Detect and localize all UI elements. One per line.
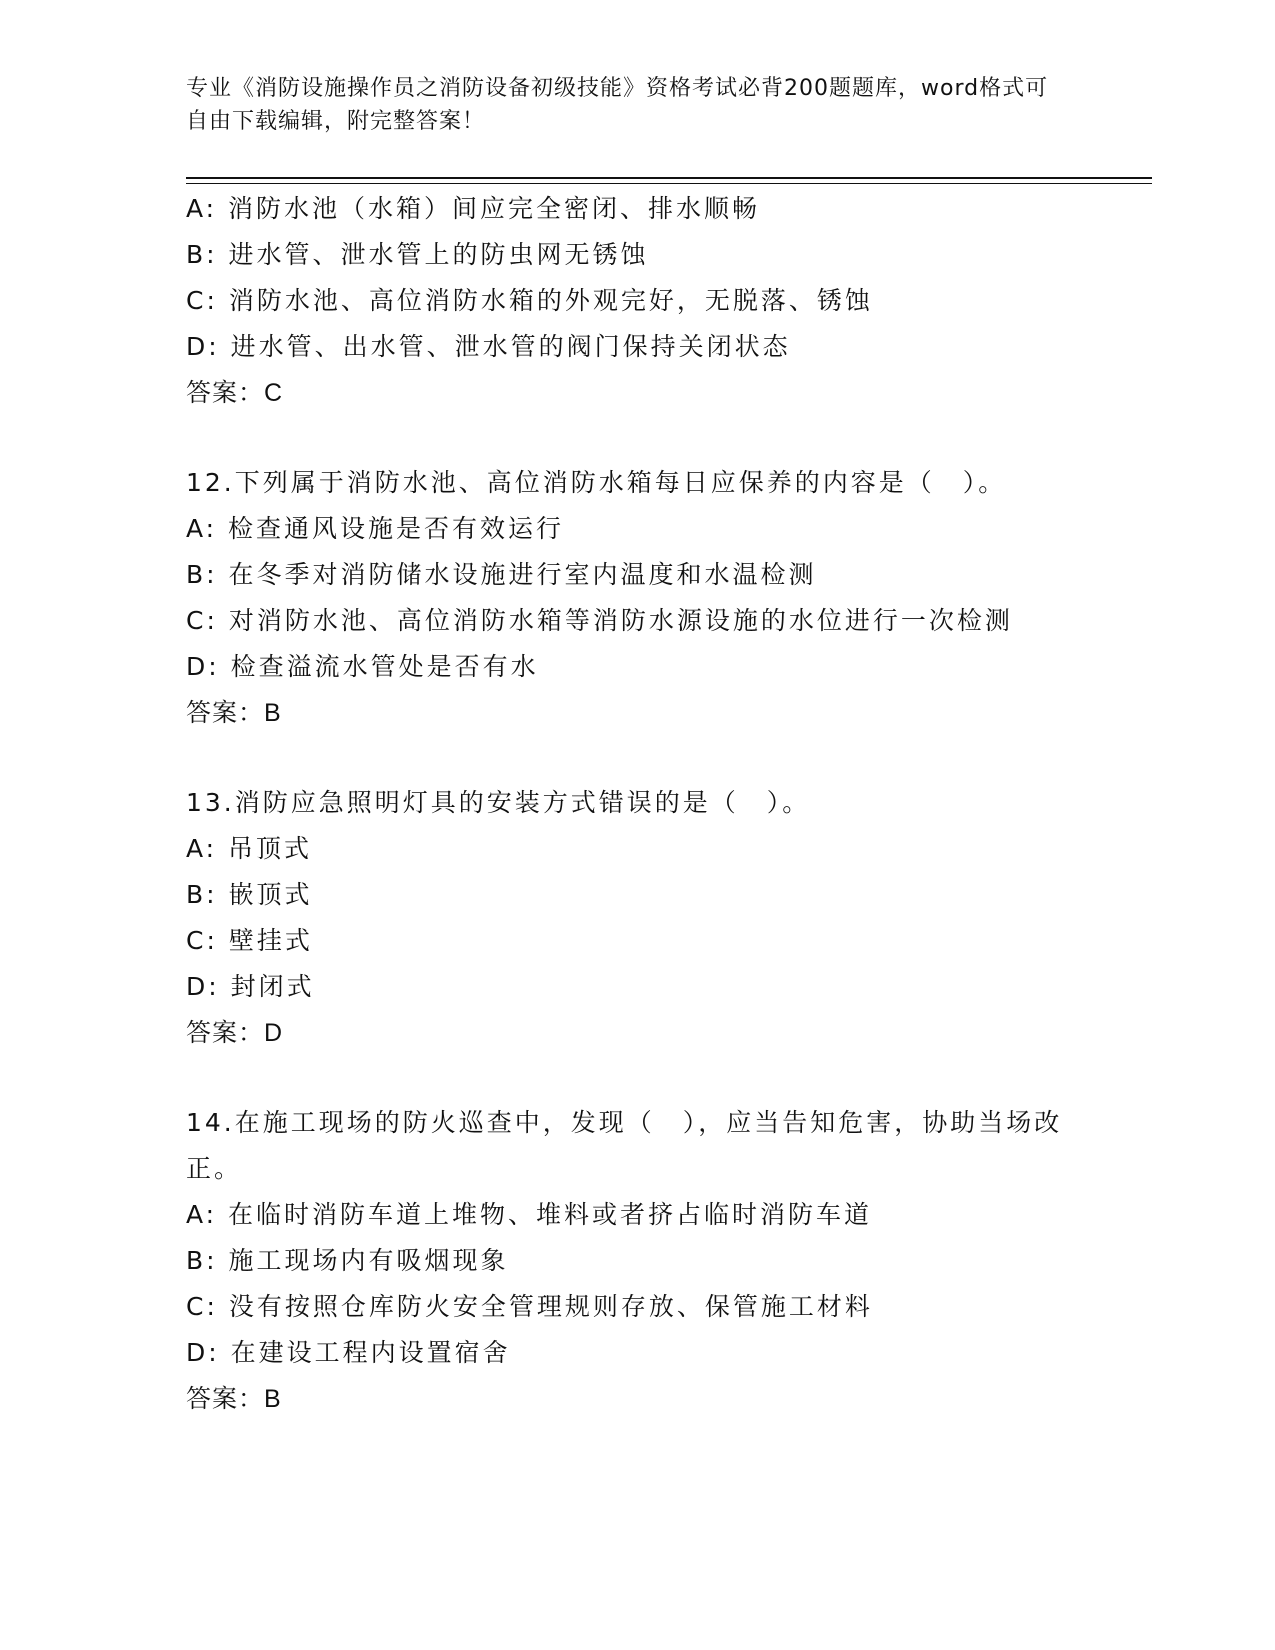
- question-12: [186, 460, 1086, 736]
- option-d: D: 在建设工程内设置宿舍: [186, 1338, 511, 1367]
- option-b: B: 嵌顶式: [186, 880, 313, 909]
- question-text: 14.在施工现场的防火巡查中，发现（ ），应当告知危害，协助当场改正。: [186, 1108, 1063, 1183]
- question-14: [186, 1100, 1086, 1422]
- question-text: 12.下列属于消防水池、高位消防水箱每日应保养的内容是（ ）。: [186, 468, 1007, 497]
- option-a: A: 在临时消防车道上堆物、堆料或者挤占临时消防车道: [186, 1200, 873, 1229]
- option-a: A: 检查通风设施是否有效运行: [186, 514, 565, 543]
- option-b: B: 施工现场内有吸烟现象: [186, 1246, 509, 1275]
- answer: 答案：B: [186, 1385, 282, 1413]
- header-divider-thick: [186, 177, 1152, 179]
- document-header: 专业《消防设施操作员之消防设备初级技能》资格考试必背200题题库，word格式可自由下载编辑，附完整答案！: [186, 76, 1049, 134]
- option-d: D: 检查溢流水管处是否有水: [186, 652, 539, 681]
- option-a: A: 吊顶式: [186, 834, 313, 863]
- option-c: C: 没有按照仓库防火安全管理规则存放、保管施工材料: [186, 1292, 873, 1321]
- option-c: C: 消防水池、高位消防水箱的外观完好，无脱落、锈蚀: [186, 286, 873, 315]
- question-13: [186, 780, 1086, 1056]
- answer: 答案：B: [186, 699, 282, 727]
- option-c: C: 壁挂式: [186, 926, 313, 955]
- option-b: B: 进水管、泄水管上的防虫网无锈蚀: [186, 240, 649, 269]
- answer: 答案：C: [186, 379, 284, 407]
- header-divider-thin: [186, 183, 1152, 184]
- option-a: A: 消防水池（水箱）间应完全密闭、排水顺畅: [186, 194, 761, 223]
- answer: 答案：D: [186, 1019, 284, 1047]
- question-list: [186, 186, 1086, 1422]
- option-c: C: 对消防水池、高位消防水箱等消防水源设施的水位进行一次检测: [186, 606, 1013, 635]
- question-text: 13.消防应急照明灯具的安装方式错误的是（ ）。: [186, 788, 811, 817]
- question-11: [186, 186, 1086, 416]
- spacer: [186, 1056, 1086, 1100]
- option-d: D: 进水管、出水管、泄水管的阀门保持关闭状态: [186, 332, 791, 361]
- option-b: B: 在冬季对消防储水设施进行室内温度和水温检测: [186, 560, 817, 589]
- spacer: [186, 416, 1086, 460]
- option-d: D: 封闭式: [186, 972, 315, 1001]
- spacer: [186, 736, 1086, 780]
